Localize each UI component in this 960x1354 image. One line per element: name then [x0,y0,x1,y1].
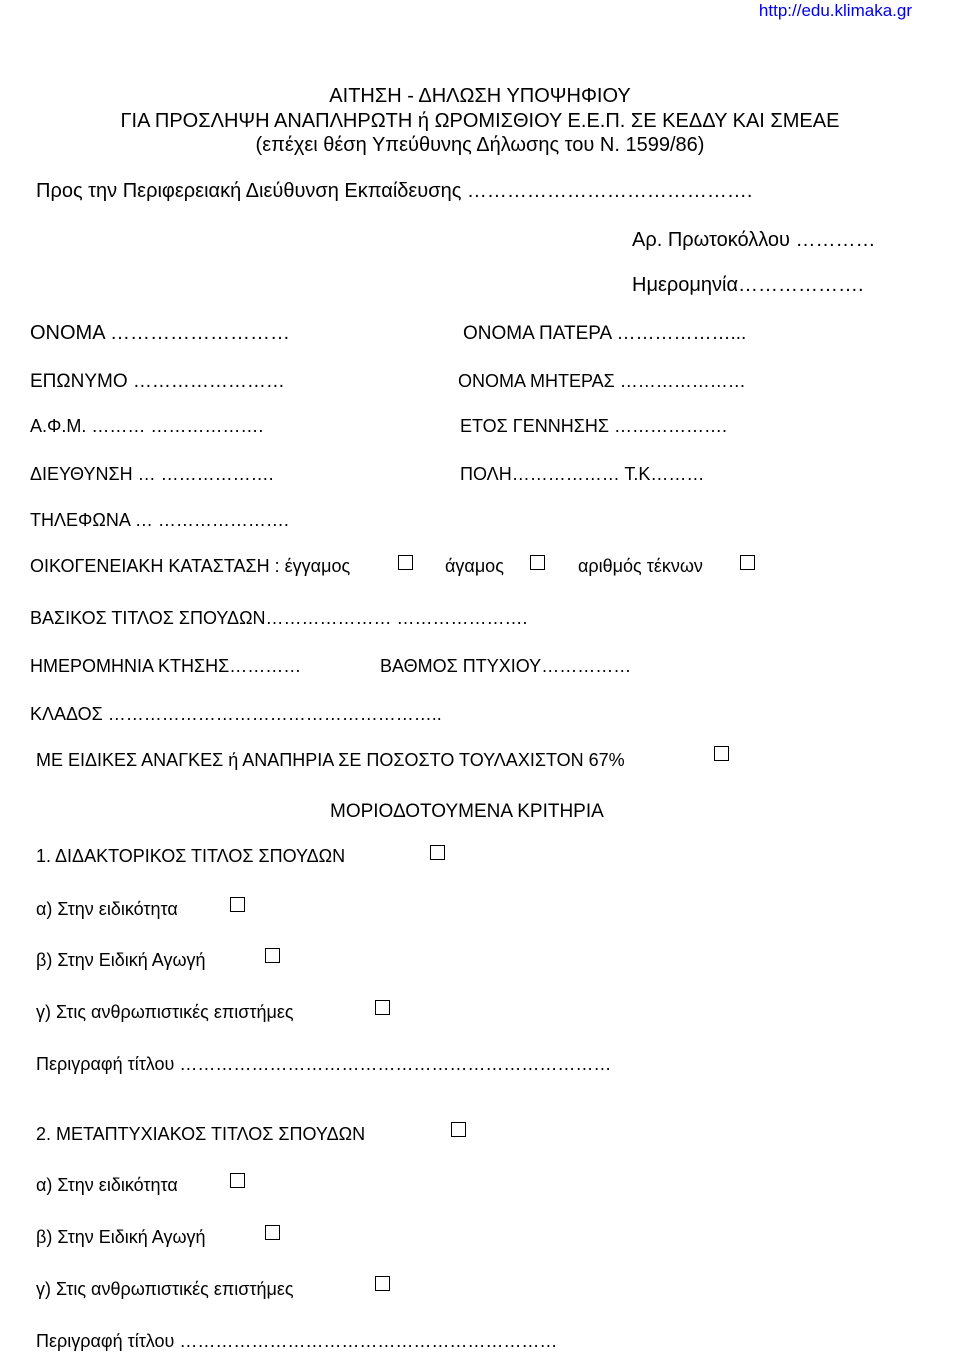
date-field[interactable]: Ημερομηνία………………. [632,274,864,296]
degree-grade-field[interactable]: ΒΑΘΜΟΣ ΠΤΥΧΙΟΥ…………… [380,656,632,676]
section-2-humanities-checkbox[interactable] [375,1276,390,1291]
marital-status-single-label: άγαμος [445,556,504,576]
section-1-specialty-label: α) Στην ειδικότητα [36,899,178,919]
single-checkbox[interactable] [530,555,545,570]
form-title-line-3: (επέχει θέση Υπεύθυνης Δήλωσης του Ν. 1599/86) [255,134,705,156]
children-count-label: αριθμός τέκνων [578,556,703,576]
acquisition-date-field[interactable]: ΗΜΕΡΟΜΗΝΙΑ ΚΤΗΣΗΣ………… [30,656,302,676]
children-count-checkbox[interactable] [740,555,755,570]
doctorate-checkbox[interactable] [430,845,445,860]
section-1-heading: 1. ΔΙΔΑΚΤΟΡΙΚΟΣ ΤΙΤΛΟΣ ΣΠΟΥΔΩΝ [36,846,346,866]
section-1-humanities-label: γ) Στις ανθρωπιστικές επιστήμες [36,1002,294,1022]
mother-name-field[interactable]: ΟΝΟΜΑ ΜΗΤΕΡΑΣ ………………… [458,371,746,391]
section-2-title-description-field[interactable]: Περιγραφή τίτλου ……………………………………………………… [36,1331,558,1351]
married-checkbox[interactable] [398,555,413,570]
addressee-line[interactable]: Προς την Περιφερειακή Διεύθυνση Εκπαίδευσης ……………………………………. [36,180,753,202]
special-needs-checkbox[interactable] [714,746,729,761]
masters-checkbox[interactable] [451,1122,466,1137]
section-2-special-education-checkbox[interactable] [265,1225,280,1240]
protocol-number-field[interactable]: Αρ. Πρωτοκόλλου ………… [632,229,876,251]
special-needs-label: ΜΕ ΕΙΔΙΚΕΣ ΑΝΑΓΚΕΣ ή ΑΝΑΠΗΡΙΑ ΣΕ ΠΟΣΟΣΤΟ ΤΟΥΛΑΧΙΣΤΟΝ 67% [36,750,625,770]
section-1-specialty-checkbox[interactable] [230,897,245,912]
section-1-special-education-checkbox[interactable] [265,948,280,963]
source-link-text[interactable]: http://edu.klimaka.gr [758,1,912,20]
tax-id-field[interactable]: Α.Φ.Μ. ……… ………………. [30,416,264,436]
surname-field[interactable]: ΕΠΩΝΥΜΟ …………………… [30,371,285,392]
branch-field[interactable]: ΚΛΑΔΟΣ ……………………………………………….. [30,704,442,724]
section-2-specialty-label: α) Στην ειδικότητα [36,1175,178,1195]
birth-year-field[interactable]: ΕΤΟΣ ΓΕΝΝΗΣΗΣ ………………. [460,416,727,436]
source-link[interactable] [759,2,912,19]
section-2-specialty-checkbox[interactable] [230,1173,245,1188]
criteria-heading: ΜΟΡΙΟΔΟΤΟΥΜΕΝΑ ΚΡΙΤΗΡΙΑ [330,801,604,822]
father-name-field[interactable]: ΟΝΟΜΑ ΠΑΤΕΡΑ ………………... [463,323,747,344]
phone-field[interactable]: ΤΗΛΕΦΩΝΑ … …………………. [30,510,289,530]
section-2-heading: 2. ΜΕΤΑΠΤΥΧΙΑΚΟΣ ΤΙΤΛΟΣ ΣΠΟΥΔΩΝ [36,1124,366,1144]
section-2-special-education-label: β) Στην Ειδική Αγωγή [36,1227,206,1247]
city-postcode-field[interactable]: ΠΟΛΗ……………… Τ.Κ……… [460,464,705,484]
first-name-field[interactable]: ΟΝΟΜΑ ……………………… [30,322,291,344]
section-1-humanities-checkbox[interactable] [375,1000,390,1015]
section-1-title-description-field[interactable]: Περιγραφή τίτλου ……………………………………………………………… [36,1054,612,1074]
marital-status-married-label: ΟΙΚΟΓΕΝΕΙΑΚΗ ΚΑΤΑΣΤΑΣΗ : έγγαμος [30,556,351,576]
address-field[interactable]: ΔΙΕΥΘΥΝΣΗ … ………………. [30,464,274,484]
section-1-special-education-label: β) Στην Ειδική Αγωγή [36,950,206,970]
section-2-humanities-label: γ) Στις ανθρωπιστικές επιστήμες [36,1279,294,1299]
basic-degree-field[interactable]: ΒΑΣΙΚΟΣ ΤΙΤΛΟΣ ΣΠΟΥΔΩΝ………………… …………………. [30,608,528,628]
form-title-line-1: ΑΙΤΗΣΗ - ΔΗΛΩΣΗ ΥΠΟΨΗΦΙΟΥ [329,85,631,107]
form-title-line-2: ΓΙΑ ΠΡΟΣΛΗΨΗ ΑΝΑΠΛΗΡΩΤΗ ή ΩΡΟΜΙΣΘΙΟΥ Ε.Ε.Π. ΣΕ ΚΕΔΔΥ ΚΑΙ ΣΜΕΑΕ [120,110,840,132]
